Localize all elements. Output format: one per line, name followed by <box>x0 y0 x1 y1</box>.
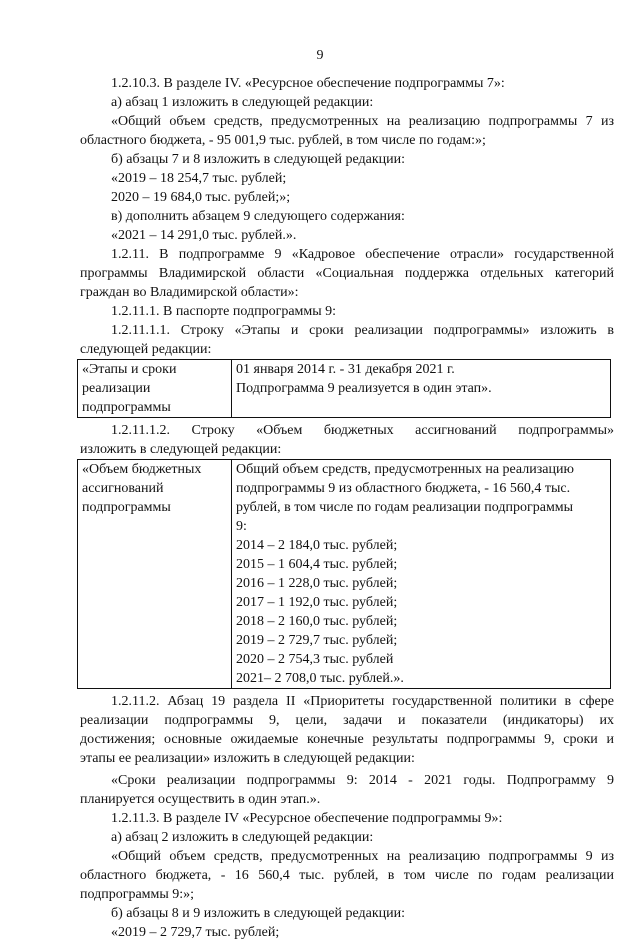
paragraph-line: подпрограммы 9:»; <box>80 887 195 902</box>
cell-line: подпрограммы 9 из областного бюджета, - 16 560,4 тыс. <box>236 481 571 496</box>
stages-table <box>77 359 611 418</box>
paragraph-line: «2021 – 14 291,0 тыс. рублей.». <box>111 228 297 243</box>
paragraph-line: «Сроки реализации подпрограммы 9: 2014 - 2021 годы. Подпрограмму 9 <box>111 773 614 788</box>
cell-line: ассигнований <box>82 481 164 496</box>
table-cell-label <box>78 360 232 418</box>
paragraph-line: 1.2.11.1.2. Строку «Объем бюджетных ассигнований подпрограммы» <box>111 423 614 438</box>
paragraph-line: 1.2.11.1.1. Строку «Этапы и сроки реализации подпрограммы» изложить в <box>111 323 614 338</box>
paragraph-line: в) дополнить абзацем 9 следующего содержания: <box>111 209 405 224</box>
paragraph-line: областного бюджета, - 95 001,9 тыс. рублей, в том числе по годам:»; <box>80 133 486 148</box>
cell-line: 2017 – 1 192,0 тыс. рублей; <box>236 595 398 610</box>
table-row <box>78 360 611 418</box>
paragraph-line: «2019 – 2 729,7 тыс. рублей; <box>111 925 280 940</box>
cell-line: «Объем бюджетных <box>82 462 202 477</box>
paragraph-line: а) абзац 2 изложить в следующей редакции: <box>111 830 374 845</box>
paragraph-line: изложить в следующей редакции: <box>80 442 282 457</box>
cell-line: 2019 – 2 729,7 тыс. рублей; <box>236 633 398 648</box>
paragraph-line: б) абзацы 7 и 8 изложить в следующей редакции: <box>111 152 406 167</box>
paragraph-line: 1.2.11.3. В разделе IV «Ресурсное обеспечение подпрограммы 9»: <box>111 811 503 826</box>
cell-line: Подпрограмма 9 реализуется в один этап». <box>236 381 492 396</box>
paragraph-line: программы Владимирской области «Социальная поддержка отдельных категорий <box>80 266 614 281</box>
paragraph-line: 1.2.11.2. Абзац 19 раздела II «Приоритеты государственной политики в сфере <box>111 694 614 709</box>
paragraph-line: следующей редакции: <box>80 342 212 357</box>
paragraph-line: 1.2.10.3. В разделе IV. «Ресурсное обеспечение подпрограммы 7»: <box>111 76 505 91</box>
cell-line: 2014 – 2 184,0 тыс. рублей; <box>236 538 398 553</box>
paragraph-line: «Общий объем средств, предусмотренных на реализацию подпрограммы 9 из <box>111 849 614 864</box>
document-body <box>80 74 614 942</box>
cell-line: «Этапы и сроки <box>82 362 177 377</box>
paragraph-line: а) абзац 1 изложить в следующей редакции: <box>111 95 374 110</box>
cell-line: 9: <box>236 519 247 534</box>
paragraph-line: «2019 – 18 254,7 тыс. рублей; <box>111 171 287 186</box>
budget-table <box>77 459 611 689</box>
paragraph-line: достижения; основные ожидаемые конечные результаты подпрограммы 9, сроки и <box>80 732 614 747</box>
paragraph-line: граждан во Владимирской области»: <box>80 285 299 300</box>
cell-line: реализации <box>82 381 151 396</box>
table-cell-value <box>232 460 611 689</box>
paragraph-line: «Общий объем средств, предусмотренных на реализацию подпрограммы 7 из <box>111 114 614 129</box>
paragraph-line: 2020 – 19 684,0 тыс. рублей;»; <box>111 190 291 205</box>
page-number: 9 <box>316 48 324 63</box>
table-row <box>78 460 611 689</box>
paragraph-line: реализации подпрограммы 9, цели, задачи и показатели (индикаторы) их <box>80 713 614 728</box>
table-cell-value <box>232 360 611 418</box>
paragraph-line: б) абзацы 8 и 9 изложить в следующей редакции: <box>111 906 406 921</box>
paragraph-line: 1.2.11.1. В паспорте подпрограммы 9: <box>111 304 337 319</box>
cell-line: 2021– 2 708,0 тыс. рублей.». <box>236 671 404 686</box>
table-cell-label <box>78 460 232 689</box>
paragraph-line: областного бюджета, - 16 560,4 тыс. рублей, в том числе по годам реализации <box>80 868 614 883</box>
cell-line: 2020 – 2 754,3 тыс. рублей <box>236 652 394 667</box>
paragraph-line: планируется осуществить в один этап.». <box>80 792 321 807</box>
cell-line: 2016 – 1 228,0 тыс. рублей; <box>236 576 398 591</box>
cell-line: рублей, в том числе по годам реализации подпрограммы <box>236 500 574 515</box>
cell-line: 01 января 2014 г. - 31 декабря 2021 г. <box>236 362 455 377</box>
cell-line: 2015 – 1 604,4 тыс. рублей; <box>236 557 398 572</box>
paragraph-line: этапы ее реализации» изложить в следующей редакции: <box>80 751 415 766</box>
cell-line: подпрограммы <box>82 400 171 415</box>
cell-line: Общий объем средств, предусмотренных на реализацию <box>236 462 574 477</box>
cell-line: 2018 – 2 160,0 тыс. рублей; <box>236 614 398 629</box>
cell-line: подпрограммы <box>82 500 171 515</box>
paragraph-line: 1.2.11. В подпрограмме 9 «Кадровое обеспечение отрасли» государственной <box>111 247 614 262</box>
